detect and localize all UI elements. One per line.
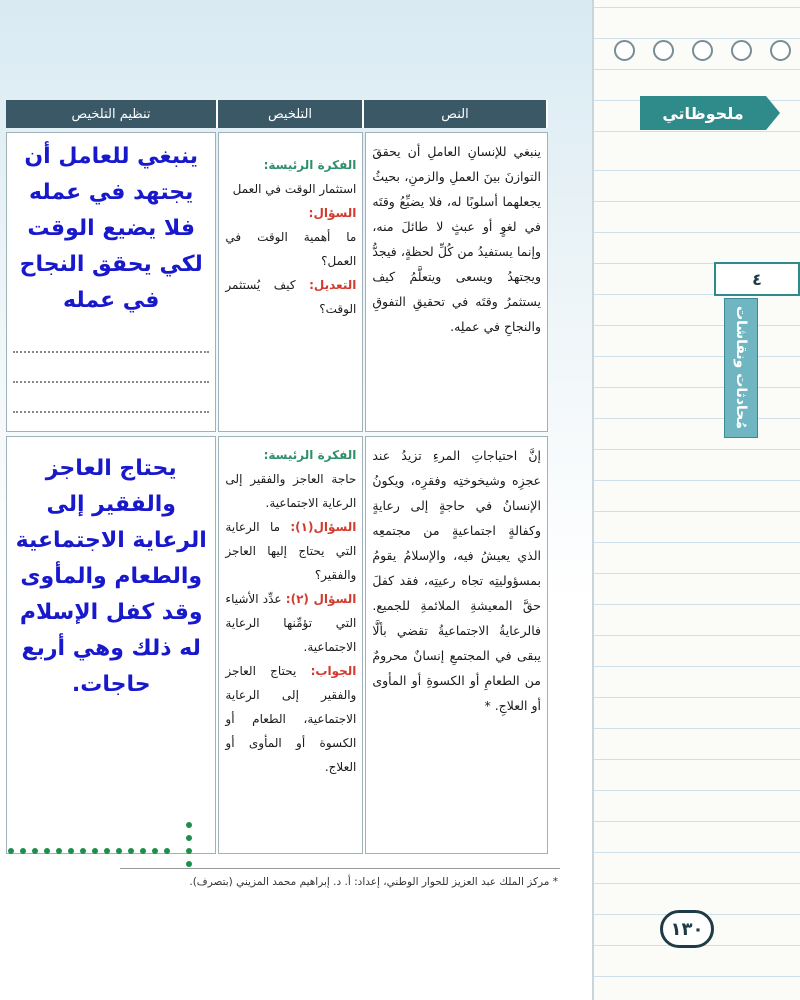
organize-cell <box>6 132 216 432</box>
blank-line <box>13 383 209 413</box>
dot <box>164 848 170 854</box>
dot <box>128 848 134 854</box>
dot <box>152 848 158 854</box>
side-banner <box>724 298 758 438</box>
side-banner-text: مُحادثات ونقاشات <box>733 306 749 430</box>
table-row <box>6 132 548 432</box>
answer: يحتاج العاجز والفقير إلى الرعاية الاجتماعية، الطعام أو الكسوة أو المأوى أو العلاج. <box>225 664 357 774</box>
summary-cell <box>218 132 363 432</box>
question-label: السؤال: <box>308 206 357 220</box>
header-text: النص <box>364 100 548 128</box>
dot <box>186 822 192 828</box>
dot <box>104 848 110 854</box>
summary-content <box>225 153 356 321</box>
dot <box>80 848 86 854</box>
decorative-dots-vertical <box>186 822 192 867</box>
binder-holes <box>614 40 800 61</box>
dot <box>92 848 98 854</box>
blank-lines <box>13 323 209 443</box>
organize-handwriting: يحتاج العاجز والفقير إلى الرعاية الاجتماعية والطعام والمأوى وقد كفل الإسلام له ذلك وهي أربع حاجات. <box>15 456 207 697</box>
main-idea-label: الفكرة الرئيسة: <box>263 158 357 172</box>
summary-cell <box>218 436 363 854</box>
dot <box>186 835 192 841</box>
binder-hole <box>731 40 752 61</box>
summary-content <box>225 443 356 779</box>
text-cell: إنَّ احتياجاتِ المرءِ تزيدُ عند عجزِه وشيخوختِه وفقرِه، ويكونُ الإنسانُ في حاجةٍ إلى رعايةٍ وكفالةٍ اجتماعيةٍ من مجتمعِه الذي يعيشُ فيه، والإسلامُ يقومُ بمسؤوليتِه تجاه رعيتِه، فقد كفلَ حقَّ المعيشةِ الملائمةِ للجميع. فالرعايةُ الاجتماعيةُ تقضي بألَّا يبقى في المجتمعِ إنسانٌ محرومٌ من الطعامِ أو الكسوةِ أو المأوى أو العلاجِ. * <box>365 436 548 854</box>
footnote: * مركز الملك عبد العزيز للحوار الوطني، إعداد: أ. د. إبراهيم محمد المزيني (بتصرف). <box>189 876 558 888</box>
dot <box>68 848 74 854</box>
blank-line <box>13 353 209 383</box>
binder-hole <box>692 40 713 61</box>
organize-cell <box>6 436 216 854</box>
dot <box>8 848 14 854</box>
notes-margin <box>592 0 800 1000</box>
dot <box>56 848 62 854</box>
table-header <box>6 100 548 128</box>
text-cell: ينبغي للإنسانِ العاملِ أن يحققَ التوازنَ بينَ العملِ والزمنِ، بحيثُ يجعلهما أسلوبًا له، فلا يضيِّعُ وقتَه في لغوٍ أو عبثٍ لا طائلَ منه، وإنما يستفيدُ من كُلِّ لحظةٍ، فيجدُّ ويجتهدُ ويسعى ويتعلَّمُ كيف يستثمرُ وقتَه في تحقيقِ التفوقِ والنجاحِ في عملِه. <box>365 132 548 432</box>
binder-hole <box>614 40 635 61</box>
header-summary: التلخيص <box>218 100 364 128</box>
blank-line <box>13 323 209 353</box>
main-idea: حاجة العاجز والفقير إلى الرعاية الاجتماعية. <box>225 472 357 510</box>
organize-handwriting: ينبغي للعامل أن يجتهد في عمله فلا يضيع الوقت لكي يحقق النجاح في عمله <box>19 144 203 313</box>
unit-number: ٤ <box>714 262 800 296</box>
main-idea-label: الفكرة الرئيسة: <box>263 448 357 462</box>
page-number: ١٣٠ <box>660 910 714 948</box>
question-1-label: السؤال(١): <box>290 520 357 534</box>
question-2: عدِّد الأشياء التي تؤمِّنها الرعاية الاجتماعية. <box>225 592 357 654</box>
dot <box>20 848 26 854</box>
dot <box>116 848 122 854</box>
binder-hole <box>653 40 674 61</box>
question-2-label: السؤال (٢): <box>285 592 357 606</box>
edit-text: كيف يُستثمر الوقت؟ <box>225 278 357 316</box>
notes-label: ملحوظاتي <box>640 96 766 130</box>
answer-label: الجواب: <box>310 664 357 678</box>
question-1: ما الرعاية التي يحتاج إليها العاجز والفقير؟ <box>225 520 357 582</box>
dot <box>186 861 192 867</box>
binder-hole <box>770 40 791 61</box>
question: ما أهمية الوقت في العمل؟ <box>225 230 357 268</box>
footnote-divider <box>120 868 560 869</box>
dot <box>32 848 38 854</box>
decorative-dots <box>8 848 170 854</box>
header-organize: تنظيم التلخيص <box>6 100 218 128</box>
summary-table <box>6 100 548 854</box>
dot <box>140 848 146 854</box>
table-row <box>6 436 548 854</box>
main-idea: استثمار الوقت في العمل <box>232 182 357 196</box>
dot <box>44 848 50 854</box>
edit-label: التعديل: <box>309 278 357 292</box>
dot <box>186 848 192 854</box>
